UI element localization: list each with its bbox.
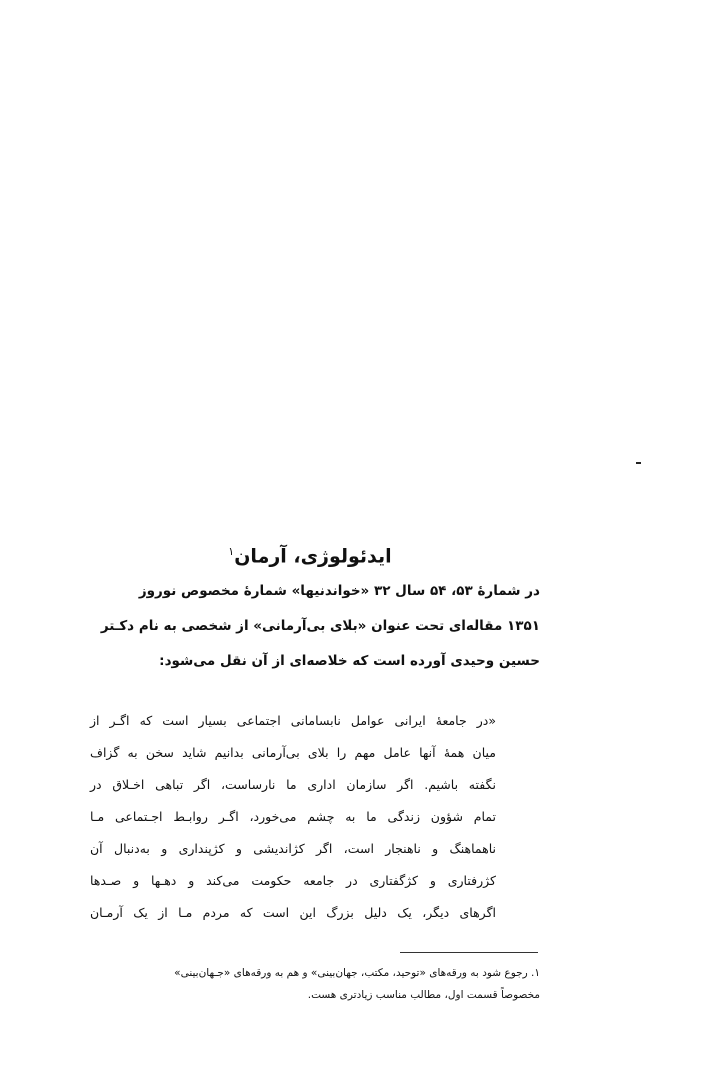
- quoted-paragraph: [90, 705, 496, 929]
- quote-line: کژرفتاری و کژگفتاری در جامعه حکومت می‌کند و دهـها و صـدها: [90, 873, 496, 888]
- footnote-line: ۱. رجوع شود به ورقه‌های «توحید، مکتب، جهان‌بینی» و هم به ورقه‌های «جـهان‌بینی»: [174, 967, 540, 979]
- intro-paragraph: [100, 574, 540, 679]
- quote-line: نگفته باشیم. اگر سازمان اداری ما نارساست، اگر تباهی اخـلاق در: [90, 777, 496, 792]
- section-title: ایدئولوژی، آرمان: [234, 545, 392, 568]
- quote-line: میان همهٔ آنها عامل مهم را بلای بی‌آرمانی بدانیم شاید سخن به گزاف: [90, 745, 496, 760]
- footnote-line: مخصوصاً قسمت اول، مطالب مناسب زیادتری هست.: [307, 989, 540, 1001]
- quote-line: ناهماهنگ و ناهنجار است، اگر کژاندیشی و کژپنداری و به‌دنبال آن: [90, 841, 496, 856]
- intro-line: حسین وحیدی آورده است که خلاصه‌ای از آن نقل می‌شود:: [159, 653, 540, 669]
- footnote-divider: [400, 952, 538, 953]
- quote-line: اگرهای دیگر، یک دلیل بزرگ این است که مردم مـا از یک آرمـان: [90, 905, 496, 920]
- quote-line: تمام شؤون زندگی ما به چشم می‌خورد، اگـر روابـط اجـتماعی مـا: [90, 809, 496, 824]
- scan-mark: [636, 462, 641, 464]
- section-heading: [80, 538, 540, 570]
- intro-line: در شمارهٔ ۵۳، ۵۴ سال ۳۲ «خواندنیها» شمارهٔ مخصوص نوروز: [138, 583, 540, 599]
- footnote-marker: ۱: [228, 545, 235, 558]
- quote-line: «در جامعهٔ ایرانی عوامل نابسامانی اجتماعی بسیار است که اگـر از: [90, 713, 496, 728]
- intro-line: ۱۳۵۱ مقاله‌ای تحت عنوان «بلای بی‌آرمانی» از شخصی به نام دکـتر: [100, 618, 540, 634]
- footnote: [174, 962, 540, 1006]
